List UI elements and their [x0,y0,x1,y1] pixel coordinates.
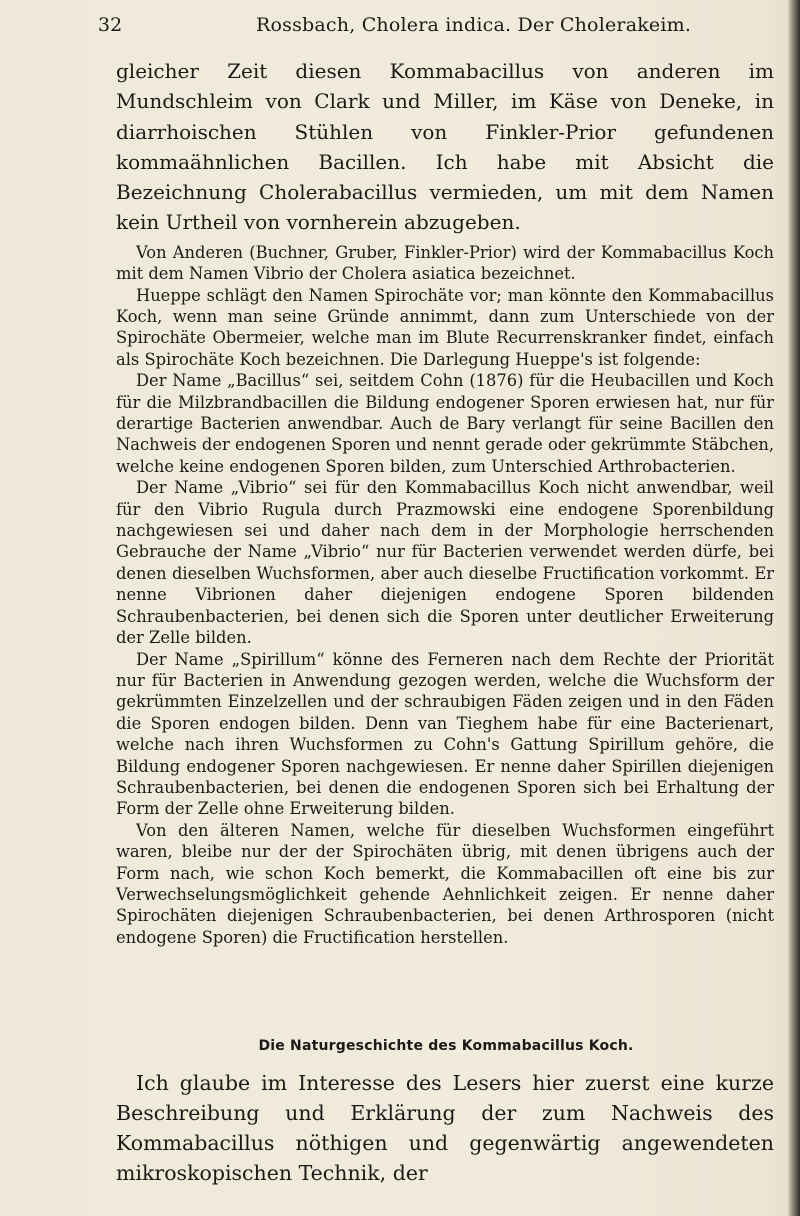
paragraph-4: Der Name „Vibrio“ sei für den Kommabacillus Koch nicht anwendbar, weil für den Vibrio Rugula durch Prazmowski eine endogene Sporenbildung nachgewiesen sei und daher nach dem in der Morphologie herrschenden Gebrauche der Name „Vibrio“ nur für Bacterien verwendet werden dürfe, bei denen dieselben Wuchsformen, aber auch dieselbe Fructification vorkommt. Er nenne Vibrionen daher diejenigen endogene Sporen bildenden Schraubenbacterien, bei denen sich die Sporen unter deutlicher Erweiterung der Zelle bilden. [116,478,774,648]
paragraph-6: Von den älteren Namen, welche für dieselben Wuchsformen eingeführt waren, bleibe nur der der Spirochäten übrig, mit denen übrigens auch der Form nach, wie schon Koch bemerkt, die Kommabacillen oft eine bis zur Verwechselungsmöglichkeit gehende Aehnlichkeit zeigen. Er nenne daher Spirochäten diejenigen Schraubenbacterien, bei denen Arthrosporen (nicht endogene Sporen) die Fructification herstellen. [116,820,774,947]
paragraph-5: Der Name „Spirillum“ könne des Ferneren nach dem Rechte der Priorität nur für Bacterien in Anwendung gezogen werden, welche die Wuchsform der gekrümmten Einzelzellen und der schraubigen Fäden zeigen und in den Fäden die Sporen endogen bilden. Denn van Tieghem habe für eine Bacterienart, welche nach ihren Wuchsformen zu Cohn's Gattung Spirillum gehöre, die Bildung endogener Sporen nachgewiesen. Er nenne daher Spirillen diejenigen Schraubenbacterien, bei denen die endogenen Sporen sich bei Erhaltung der Form der Zelle ohne Erweiterung bilden. [116,649,774,819]
running-head: Rossbach, Cholera indica. Der Cholerakeim. [256,14,692,36]
page-number: 32 [98,14,123,36]
closing-paragraph: Ich glaube im Interesse des Lesers hier zuerst eine kurze Beschreibung und Erklärung der zum Nachweis des Kommabacillus nöthigen und gegenwärtig angewendeten mikroskopischen Technik, der [116,1071,774,1185]
paragraph-1: Von Anderen (Buchner, Gruber, Finkler-Prior) wird der Kommabacillus Koch mit dem Namen Vibrio der Cholera asiatica bezeichnet. [116,242,774,284]
body-text [116,56,774,948]
page-edge-shadow [788,0,800,1216]
intro-paragraph: gleicher Zeit diesen Kommabacillus von anderen im Mundschleim von Clark und Miller, im Käse von Deneke, in diarrhoischen Stühlen von Finkler-Prior gefundenen kommaähnlichen Bacillen. Ich habe mit Absicht die Bezeichnung Cholerabacillus vermieden, um mit dem Namen kein Urtheil von vornherein abzugeben. [116,59,774,235]
section-heading: Die Naturgeschichte des Kommabacillus Koch. [258,1038,634,1054]
page-header [98,14,788,44]
paragraph-3: Der Name „Bacillus“ sei, seitdem Cohn (1876) für die Heubacillen und Koch für die Milzbrandbacillen die Bildung endogener Sporen erwiesen hat, nur für derartige Bacterien anwendbar. Auch de Bary verlangt für seine Bacillen den Nachweis der endogenen Sporen und nennt gerade oder gekrümmte Stäbchen, welche keine endogenen Sporen bilden, zum Unterschied Arthrobacterien. [116,371,774,476]
paragraph-2: Hueppe schlägt den Namen Spirochäte vor; man könnte den Kommabacillus Koch, wenn man seine Gründe annimmt, dann zum Unterschiede von der Spirochäte Obermeier, welche man im Blute Recurrenskranker findet, einfach als Spirochäte Koch bezeichnen. Die Darlegung Hueppe's ist folgende: [116,285,774,369]
